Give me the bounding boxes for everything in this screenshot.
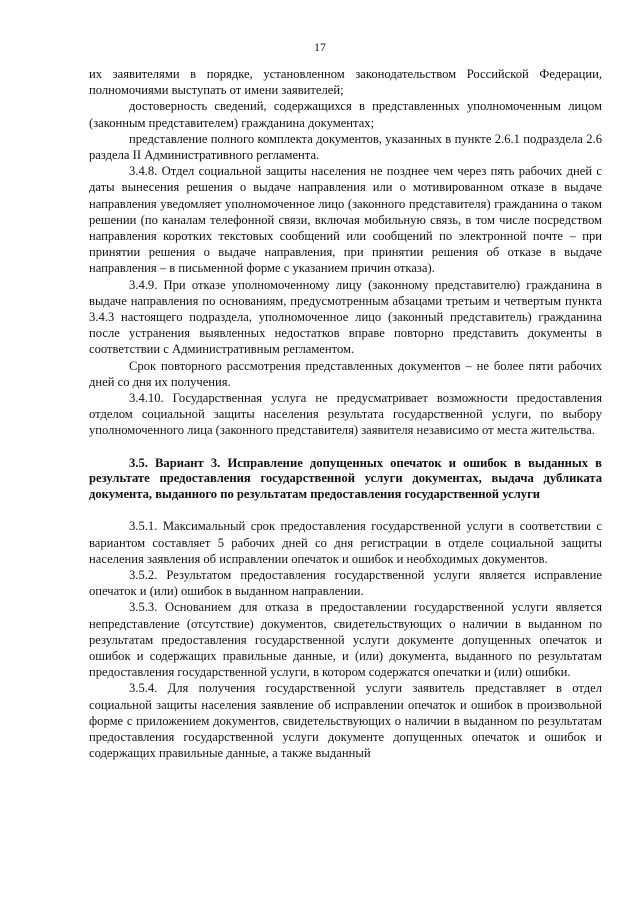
- paragraphs-top: [89, 66, 602, 439]
- paragraph: 3.5.2. Результатом предоставления государственной услуги является исправление опечаток и (или) ошибок в выданном направлении.: [89, 568, 602, 599]
- paragraph: 3.4.8. Отдел социальной защиты населения не позднее чем через пять рабочих дней с даты вынесения решения о выдаче направления или о мотивированном отказе в выдаче направления уведомляет уполномоченное лицо (законного представителя) гражданина о таком решении (по каналам телефонной связи, включая мобильную связь, в том числе посредством направления коротких текстовых сообщений или сообщений по электронной почте – при принятии решения о выдаче направления, при принятии решения об отказе в выдаче направления – в письменной форме с указанием причин отказа).: [89, 164, 602, 276]
- section-heading: 3.5. Вариант 3. Исправление допущенных опечаток и ошибок в выданных в результате предоставления государственной услуги документах, выдача дубликата документа, выданного по результатам предоставления государственной услуги: [89, 455, 602, 501]
- paragraph: 3.5.3. Основанием для отказа в предоставлении государственной услуги является непредставление (отсутствие) документов, свидетельствующих о наличии в выданном по результатам предоставления государственной услуги документе допущенных опечаток и ошибок и содержащих правильные данные, и (или) документа, выданного по результатам предоставления государственной услуги, в котором содержатся опечатки и (или) ошибки.: [89, 600, 602, 680]
- paragraph: их заявителями в порядке, установленном законодательством Российской Федерации, полномочиями выступать от имени заявителей;: [89, 67, 602, 98]
- paragraph: представление полного комплекта документов, указанных в пункте 2.6.1 подраздела 2.6 раздела II Административного регламента.: [89, 131, 602, 163]
- paragraphs-bottom: [89, 518, 602, 761]
- paragraph: 3.4.9. При отказе уполномоченному лицу (законному представителю) гражданина в выдаче направления по основаниям, предусмотренным абзацами третьим и четвертым пункта 3.4.3 настоящего подраздела, уполномоченное лицо (законный представитель) гражданина после устранения выявленных недостатков вправе повторно представить документы в соответствии с Административным регламентом.: [89, 277, 602, 357]
- paragraph: достоверность сведений, содержащихся в представленных уполномоченным лицом (законным представителем) гражданина документах;: [89, 99, 602, 130]
- page-number: 17: [314, 40, 326, 54]
- paragraph: 3.5.1. Максимальный срок предоставления государственной услуги в соответствии с вариантом составляет 5 рабочих дней со дня регистрации в отделе социальной защиты населения заявления об исправлении опечаток и ошибок и необходимых документов.: [89, 519, 602, 566]
- document-body: [89, 66, 602, 762]
- paragraph: 3.5.4. Для получения государственной услуги заявитель представляет в отдел социальной защиты населения заявление об исправлении опечаток и ошибок в произвольной форме с приложением документов, свидетельствующих о наличии в выданном по результатам предоставления государственной услуги документе допущенных опечаток и ошибок и содержащих правильные данные, а также выданный: [89, 681, 602, 761]
- paragraph: Срок повторного рассмотрения представленных документов – не более пяти рабочих дней со дня их получения.: [89, 358, 602, 389]
- paragraph: 3.4.10. Государственная услуга не предусматривает возможности предоставления отделом социальной защиты населения результата государственной услуги, по выбору уполномоченного лица (законного представителя) заявителя независимо от места жительства.: [89, 391, 602, 438]
